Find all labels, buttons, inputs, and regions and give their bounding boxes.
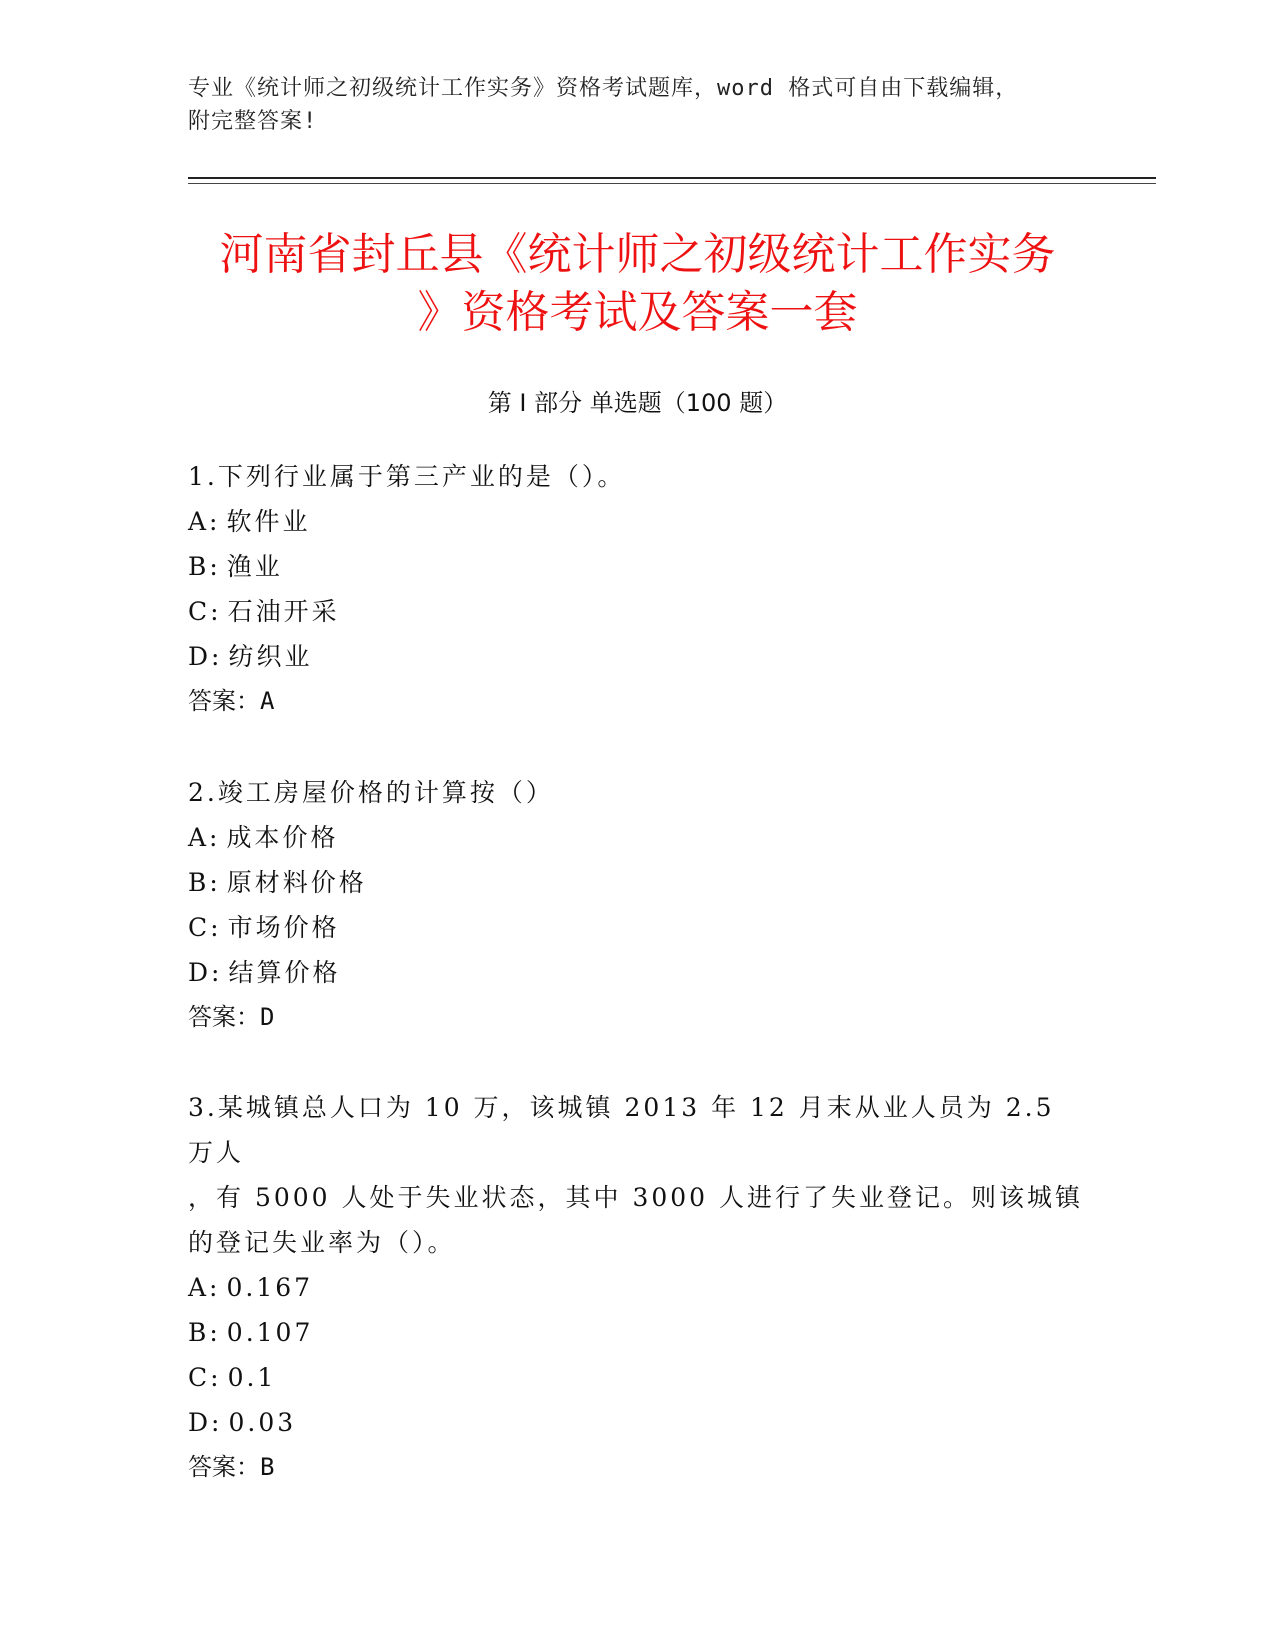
option-b	[188, 1310, 1088, 1355]
header-note-line: 专业《统计师之初级统计工作实务》资格考试题库，word 格式可自由下载编辑，	[188, 76, 1019, 101]
option-c	[188, 1355, 1088, 1400]
option-text: 渔业	[226, 552, 283, 581]
answer-line	[188, 679, 1088, 724]
option-d	[188, 950, 1088, 995]
option-a	[188, 1265, 1088, 1310]
answer-label: 答案：	[188, 1003, 260, 1031]
option-text: 原材料价格	[226, 868, 367, 897]
section-heading: 第 I 部分 单选题（100 题）	[487, 389, 788, 417]
option-letter: A:	[188, 823, 221, 852]
question-stem: 2.竣工房屋价格的计算按（）	[188, 778, 554, 807]
option-text: 0.167	[226, 1273, 314, 1302]
option-text: 纺织业	[228, 642, 313, 671]
option-text: 0.107	[226, 1318, 314, 1347]
option-a	[188, 815, 1088, 860]
header-note	[188, 72, 1068, 138]
option-a	[188, 499, 1088, 544]
document-title-line: 河南省封丘县《统计师之初级统计工作实务	[219, 229, 1056, 280]
option-letter: B:	[188, 1318, 221, 1347]
answer-line	[188, 1445, 1088, 1490]
question-stem-line: ，有 5000 人处于失业状态，其中 3000 人进行了失业登记。则该城镇	[188, 1183, 1084, 1212]
document-title	[150, 226, 1125, 342]
option-text: 0.1	[227, 1363, 277, 1392]
question-1	[188, 454, 1088, 724]
option-letter: D:	[188, 642, 223, 671]
option-letter: C:	[188, 597, 222, 626]
option-c	[188, 905, 1088, 950]
option-text: 软件业	[226, 507, 311, 536]
answer-label: 答案：	[188, 1453, 260, 1481]
answer-value: A	[260, 687, 275, 715]
question-3	[188, 1085, 1088, 1490]
header-note-line: 附完整答案!	[188, 109, 318, 134]
question-stem-line: 的登记失业率为（）。	[188, 1228, 456, 1257]
option-letter: B:	[188, 552, 221, 581]
question-2	[188, 770, 1088, 1040]
option-d	[188, 1400, 1088, 1445]
option-letter: A:	[188, 1273, 221, 1302]
option-letter: D:	[188, 1408, 223, 1437]
option-text: 0.03	[228, 1408, 297, 1437]
option-b	[188, 860, 1088, 905]
answer-value: B	[260, 1453, 275, 1481]
option-text: 市场价格	[227, 913, 340, 942]
option-text: 石油开采	[227, 597, 340, 626]
option-text: 结算价格	[228, 958, 341, 987]
option-d	[188, 634, 1088, 679]
option-b	[188, 544, 1088, 589]
option-c	[188, 589, 1088, 634]
option-text: 成本价格	[226, 823, 339, 852]
answer-label: 答案：	[188, 687, 260, 715]
header-divider-thin	[188, 183, 1156, 184]
option-letter: A:	[188, 507, 221, 536]
option-letter: D:	[188, 958, 223, 987]
header-divider	[188, 177, 1156, 179]
option-letter: C:	[188, 913, 222, 942]
option-letter: B:	[188, 868, 221, 897]
answer-line	[188, 995, 1088, 1040]
option-letter: C:	[188, 1363, 222, 1392]
question-stem-line: 3.某城镇总人口为 10 万，该城镇 2013 年 12 月末从业人员为 2.5 万人	[188, 1093, 1055, 1167]
question-stem: 1.下列行业属于第三产业的是（）。	[188, 462, 626, 491]
document-title-line: 》资格考试及答案一套	[417, 287, 858, 338]
answer-value: D	[260, 1003, 275, 1031]
